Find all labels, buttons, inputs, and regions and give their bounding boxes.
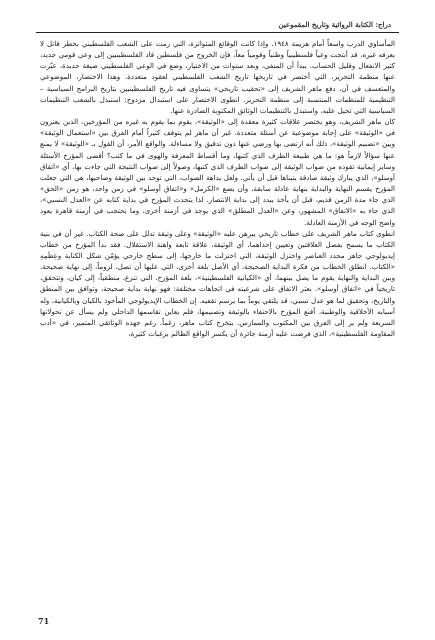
page-number: 71 — [38, 616, 50, 626]
header-rule — [36, 32, 399, 33]
running-header — [44, 20, 391, 29]
paragraph: انطوى كتاب ماهر الشريف على خطاب تاريخي يبرهن عليه «الوثيقة» وعلى وثيقة تدلل على صحة الكتاب. غير أن في بنية الكتاب ما يسمح بفصل العلاقتين وتعيين إحداهما، أي الوثيقة، علاقة تابعة واهنة الاستقلال. فقد بدأ المؤرخ من خطاب إيديولوجي جاهز محدد العناصر واختزل الوثيقة، التي اختزلت ما خارجها، إلى سطح خارجي يؤمّن شكل الكتابة وعِظَمِهِ «الكتاب. انطلق الخطاب من فكرة البداية الصحيحة، أي الأصل بلغة أخرى، التي عليها أن تصل، لزوماً، إلى نهاية صحيحة. وبين البداية والنهاية يقوم ما يصل بينهما، أي «الكيانية الفلسطينية»، بلغة المؤرخ، التي تنزع، منطقياً، إلى كيان، وتتحقق، تاريخياً في «اتفاق أوسلو». بعثر الاتفاق على شرعيته في اتجاهات مختلفة: فهو نهاية بداية صحيحة، وتوافق بين المنطق والتاريخ، وتحقيق لما هو عدل نسبي، قد يلتقي يوماً بما يرسم تقفيه. إن الخطاب الإيديولوجي المأخوذ بالكيان وبالكيانية، وله أسبابه الأخلاقية والوطنية، أقنع المؤرخ بالاحتفاء بالوثيقة وتصنيمها، فلم يعاين تقاسمها الداخلي ولم يسأل عن تحولاتها السريعة ولم ير إلى الفرق بين المكتوب والممارس. يتخرج كتاب ماهر، رغماً، رغم جهده الوثائقي المتميز، في «أدب المقاومة الفلسطينية»، الذي فرضت عليه أزمنة جائرة أن يكسر الواقع الظالم برغبات كثيرة، — [40, 228, 395, 339]
paragraph: كان ماهر الشريف، وهو يختصر علاقات كثيرة معقدة إلى «الوثيقة»، يقوم بما يقوم به غيره من المؤرخين، الذين يعترون في «الوثيقة» على إجابة موضوعية عن أسئلة متعددة. غير أن ماهر لم يتوقف كثيراً أمام الفرق بين «استعمال الوثيقة» وبين «تصنيم الوثيقة»، ذلك أنه ارتضى بها ورضي عنها دون تدقيق ولا مساءلة. والواقع الأمر، أن القول بـ «الوثيقة» لا يمنع عنها سؤالاً لازماً هو: ما هي طبيعة الطرف الذي كتبها، وما أقساط المعرفة والهوى في ما كتب؟ أقصى المؤرخ الأسئلة وساير إيمانية تقوده من صواب الوثيقة إلى صواب الطرف الذي كتبها، وصولاً إلى صواب النتيجة التي جاءت بها، أي «اتفاق أوسلو»، الذي يبارك وثيقة صادقة يتبناها قبل أن يأتي. ولعل يداهة الصواب، التي توحد بين الوثيقة وصاحبها، هي التي جعلت المؤرخ يقسم النهاية والبداية بنهاية عادلة سابقة، وأن يضع «الكرمل» و«اتفاق أوسلو» في زمن واحد، هو زمن «الحق» الذي جاء مدة الزمن قديم، قبل أن يأخذ يبدد إلى بداية الانتصار. لذا يتحدث المؤرخ في بداية كتابه عن «العدل النسبي»، الذي جاء به «الاتفاق» المشهور، وعن «العدل المطلق» الذي يوجد في أزمنة أخرى، وما يحتجب في أزمنة قاهرة يعود واضح الوجه في الأزمنة العادلة. — [40, 117, 395, 227]
running-title: دراج: الكتابة الروائية وتاريخ المقموعين — [278, 20, 391, 29]
body-text — [40, 38, 395, 339]
paragraph: المأساوي الدرب واسعاً أمام هزيمة ١٩٤٨. وإذا كانت الوقائع المتواترة، التي رمت على الشعب الفلسطيني بخطر قاتل لا يعرفه غيره، قد أنتجت وعياً فلسطينياً وطنياً وقومياً معاً، فإن الخروج من فلسطين قاد الفلسطينيين إلى وعي قومي جديد، كثير الانفعال وقليل الحساب. يبدأ أن المنفى، وبعد سنوات من الاختيار، وضع في الوعي الفلسطيني صيغة جديدة، عبّرت عنها منظمة التحرير، التي أختصر في تاريخها تاريخ الشعب الفلسطيني لعقود متعددة. وهذا الاختصار، الموضوعي والمتعسف في آن، دفع ماهر الشريف إلى «تحقيب تاريخي» يتساوى فيه تاريخ الفلسطينيين بتاريخ البرامج السياسية – التنظيمية للمنظمات المنتسبة إلى منظمة التحرير. انطوى الاختصار على استبدال مزدوج: استبدل بالشعب التنظيمات السياسية التي تحيل عليه، واستبدل بالتنظيمات الوثائق المكتوبة الصادرة عنها. — [40, 39, 395, 115]
